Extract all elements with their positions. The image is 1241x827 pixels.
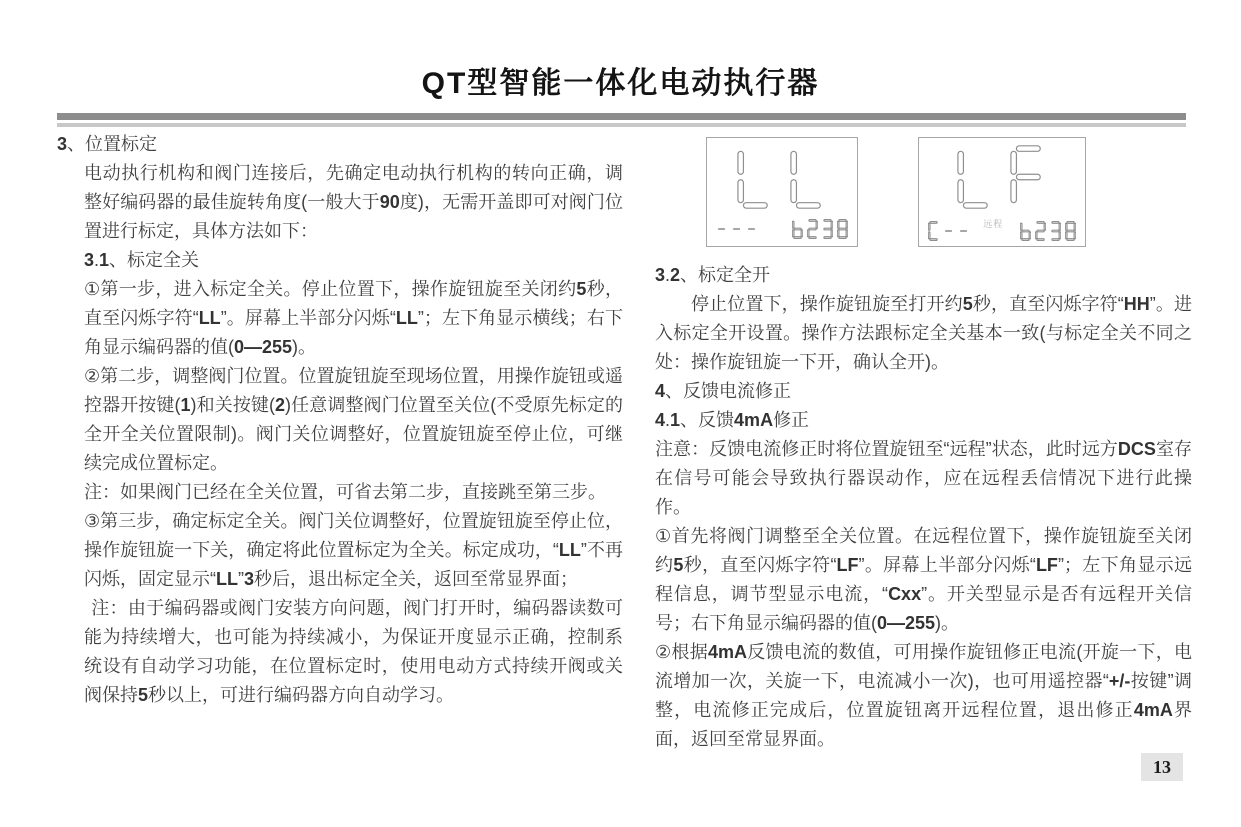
- left-column: [57, 130, 623, 710]
- seven-segment-char: [731, 219, 742, 239]
- seven-segment-char: [957, 144, 994, 210]
- seven-segment-char: [1065, 221, 1076, 241]
- lcd-main-readout: [716, 144, 848, 210]
- section-32-heading: 3.2、标定全开: [655, 265, 771, 285]
- seven-segment-char: [837, 219, 848, 239]
- seven-segment-char: [746, 219, 757, 239]
- seven-segment-char: [792, 219, 803, 239]
- seven-segment-char: [1010, 144, 1047, 210]
- seven-segment-char: [822, 219, 833, 239]
- lcd-status-label: 远程: [983, 219, 1004, 229]
- lcd-bottom-row: [716, 219, 848, 239]
- section-31-heading: 3.1、标定全关: [84, 250, 200, 270]
- section-32-body: 停止位置下，操作旋钮旋至打开约5秒，直至闪烁字符“HH”。进入标定全开设置。操作方法跟标定全关基本一致(与标定全关不同之处：操作旋钮旋一下开，确认全开)。: [655, 294, 1193, 372]
- section-4-heading: 4、反馈电流修正: [655, 381, 792, 401]
- lcd-display-remote-correction: [918, 137, 1086, 247]
- section-41-note: 注意：反馈电流修正时将位置旋钮至“远程”状态，此时远方DCS室存在信号可能会导致执行器误动作，应在远程丢信情况下进行此操作。: [655, 439, 1192, 517]
- section-31-step3: ③第三步，确定标定全关。阀门关位调整好，位置旋钮旋至停止位，操作旋钮旋一下关，确定将此位置标定为全关。标定成功，“LL”不再闪烁，固定显示“LL”3秒后，退出标定全关，返回至常显界面；: [84, 511, 623, 589]
- seven-segment-char: [790, 144, 827, 210]
- page-title: QT型智能一体化电动执行器: [421, 67, 820, 100]
- section-31-note1: 注：如果阀门已经在全关位置，可省去第二步，直接跳至第三步。: [84, 482, 606, 502]
- title-rule-light: [57, 123, 1186, 127]
- section-3-heading: 3、位置标定: [57, 134, 158, 154]
- section-41-heading: 4.1、反馈4mA修正: [655, 410, 810, 430]
- section-3-body: [57, 159, 623, 710]
- section-3-intro: 电动执行机构和阀门连接后，先确定电动执行机构的转向正确，调整好编码器的最佳旋转角度(一般大于90度)，无需开盖即可对阀门位置进行标定，具体方法如下：: [84, 163, 623, 241]
- lcd-encoder-value: [792, 219, 848, 239]
- section-31-step1: ①第一步，进入标定全关。停止位置下，操作旋钮旋至关闭约5秒，直至闪烁字符“LL”。屏幕上半部分闪烁“LL”；左下角显示横线；右下角显示编码器的值(0—255)。: [84, 279, 624, 357]
- seven-segment-char: [1035, 221, 1046, 241]
- right-column: [655, 130, 1192, 754]
- lcd-encoder-value: [1020, 221, 1076, 241]
- section-41-step2: ②根据4mA反馈电流的数值，可用操作旋钮修正电流(开旋一下，电流增加一次，关旋一下，电流减小一次)，也可用遥控器“+/-按键”调整，电流修正完成后，位置旋钮离开远程位置，退出修正4mA界面，返回至常显界面。: [655, 642, 1193, 749]
- section-31-step2: ②第二步，调整阀门位置。位置旋钮旋至现场位置，用操作旋钮或遥控器开按键(1)和关按键(2)任意调整阀门位置至关位(不受原先标定的全开全关位置限制)。阀门关位调整好，位置旋钮旋至停止位，可继续完成位置标定。: [84, 366, 623, 473]
- section-41-step1: ①首先将阀门调整至全关位置。在远程位置下，操作旋钮旋至关闭约5秒，直至闪烁字符“LF”。屏幕上半部分闪烁“LF”；左下角显示远程信息，调节型显示电流，“Cxx”。开关型显示是否有远程开关信号；右下角显示编码器的值(0—255)。: [655, 526, 1193, 633]
- seven-segment-char: [928, 221, 939, 241]
- lcd-displays: [706, 137, 1192, 247]
- lcd-main-readout: [928, 144, 1076, 210]
- lcd-bottom-row: [928, 210, 1076, 241]
- lcd-display-close-calibration: [706, 137, 858, 247]
- seven-segment-char: [1020, 221, 1031, 241]
- title-rule-dark: [57, 113, 1186, 120]
- seven-segment-char: [943, 221, 954, 241]
- seven-segment-char: [716, 219, 727, 239]
- seven-segment-char: [958, 221, 969, 241]
- page-number: 13: [1141, 753, 1183, 781]
- lcd-bottom-left-readout: [716, 219, 757, 239]
- seven-segment-char: [807, 219, 818, 239]
- seven-segment-char: [1050, 221, 1061, 241]
- seven-segment-char: [737, 144, 774, 210]
- section-31-note2: 注：由于编码器或阀门安装方向问题，阀门打开时，编码器读数可能为持续增大，也可能为持续减小，为保证开度显示正确，控制系统设有自动学习功能，在位置标定时，使用电动方式持续开阀或关阀保持5秒以上，可进行编码器方向自动学习。: [84, 598, 623, 705]
- lcd-bottom-left-readout: [928, 210, 1003, 241]
